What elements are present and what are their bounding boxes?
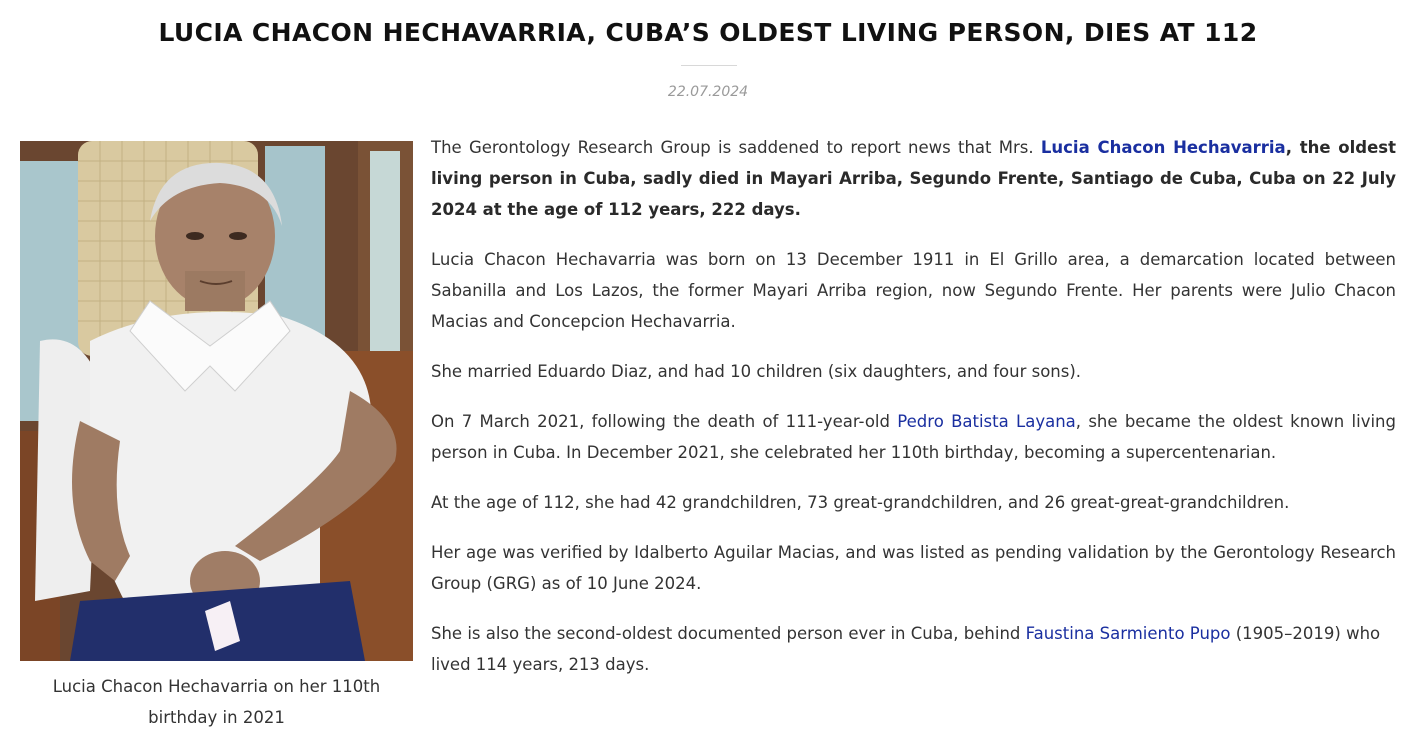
p1-bold-text: , the oldest living person in Cuba, sadly died in Mayari Arriba, Segundo Frente, Santiago de Cuba, Cuba on 22 July 2024 at the age of 112 years, 222 days.	[431, 138, 1396, 219]
paragraph-4	[431, 406, 1396, 468]
photo-illustration	[20, 141, 413, 661]
article-date: 22.07.2024	[667, 84, 749, 100]
p4-before: On 7 March 2021, following the death of 111-year-old	[431, 412, 898, 431]
paragraph-7	[431, 618, 1396, 680]
p7-before: She is also the second-oldest documented person ever in Cuba, behind	[431, 624, 1026, 643]
p7-after: (1905–2019) who lived 114 years, 213 days.	[431, 624, 1381, 674]
article-body	[431, 132, 1396, 699]
title-divider	[681, 65, 737, 66]
paragraph-6: Her age was verified by Idalberto Aguilar Macias, and was listed as pending validation by the Gerontology Research Group (GRG) as of 10 June 2024.	[431, 543, 1396, 593]
article-title: LUCIA CHACON HECHAVARRIA, CUBA’S OLDEST LIVING PERSON, DIES AT 112	[158, 18, 1258, 47]
article-figure	[20, 141, 413, 727]
link-lucia-chacon-hechavarria[interactable]: Lucia Chacon Hechavarria	[1040, 138, 1286, 157]
p4-after: , she became the oldest known living person in Cuba. In December 2021, she celebrated her 110th birthday, becoming a supercentenarian.	[431, 412, 1396, 462]
paragraph-2: Lucia Chacon Hechavarria was born on 13 December 1911 in El Grillo area, a demarcation located between Sabanilla and Los Lazos, the former Mayari Arriba region, now Segundo Frente. Her parents were Julio Chacon Macias and Concepcion Hechavarria.	[431, 250, 1396, 331]
photo-caption: Lucia Chacon Hechavarria on her 110th birthday in 2021	[52, 677, 381, 727]
paragraph-3: She married Eduardo Diaz, and had 10 children (six daughters, and four sons).	[431, 362, 1082, 381]
link-faustina-sarmiento-pupo[interactable]: Faustina Sarmiento Pupo	[1025, 624, 1231, 643]
paragraph-5: At the age of 112, she had 42 grandchildren, 73 great-grandchildren, and 26 great-great-grandchildren.	[431, 493, 1290, 512]
paragraph-1	[431, 132, 1396, 225]
link-pedro-batista-layana[interactable]: Pedro Batista Layana	[897, 412, 1076, 431]
p1-intro: The Gerontology Research Group is saddened to report news that Mrs.	[431, 138, 1041, 157]
article-photo[interactable]	[20, 141, 413, 661]
